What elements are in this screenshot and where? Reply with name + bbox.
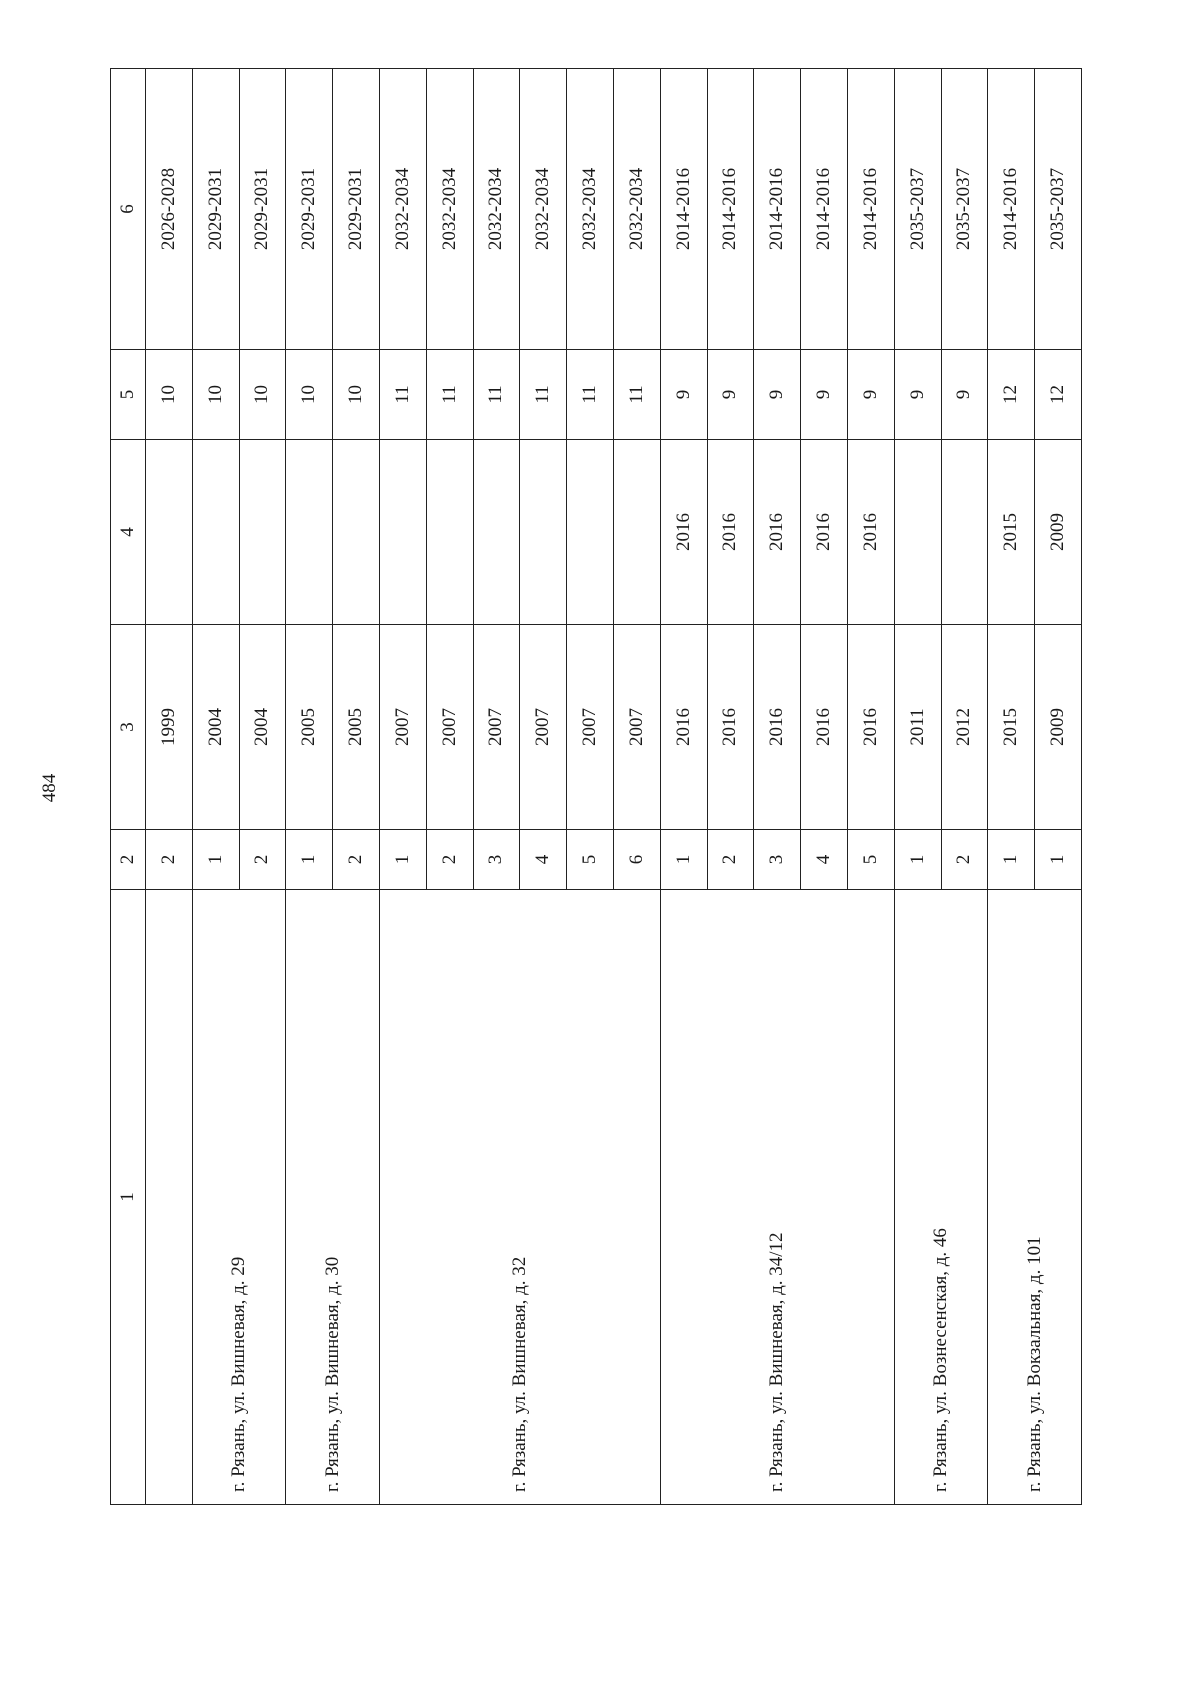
entrance-cell: 5: [847, 830, 894, 890]
period-cell: 2032-2034: [520, 69, 567, 350]
floors-cell: 10: [146, 350, 193, 440]
floors-cell: 11: [379, 350, 426, 440]
floors-cell: 9: [660, 350, 707, 440]
year-cell: 2016: [707, 625, 754, 830]
repair-year-cell: 2016: [660, 440, 707, 625]
entrance-cell: 1: [988, 830, 1035, 890]
year-cell: 2016: [754, 625, 801, 830]
floors-cell: 9: [941, 350, 988, 440]
data-table: [110, 68, 1082, 1505]
year-cell: 2015: [988, 625, 1035, 830]
repair-year-cell: [379, 440, 426, 625]
floors-cell: 12: [988, 350, 1035, 440]
repair-year-cell: 2016: [707, 440, 754, 625]
floors-cell: 11: [426, 350, 473, 440]
table-row: [660, 69, 707, 1505]
year-cell: 2007: [520, 625, 567, 830]
repair-year-cell: [567, 440, 614, 625]
address-cell: г. Рязань, ул. Вознесенская, д. 46: [894, 890, 988, 1505]
repair-year-cell: [894, 440, 941, 625]
address-cell: г. Рязань, ул. Вокзальная, д. 101: [988, 890, 1082, 1505]
address-cell: г. Рязань, ул. Вишневая, д. 30: [286, 890, 380, 1505]
period-cell: 2032-2034: [613, 69, 660, 350]
floors-cell: 11: [567, 350, 614, 440]
floors-cell: 9: [754, 350, 801, 440]
period-cell: 2014-2016: [801, 69, 848, 350]
repair-year-cell: 2016: [754, 440, 801, 625]
period-cell: 2029-2031: [286, 69, 333, 350]
entrance-cell: 1: [286, 830, 333, 890]
table-row: [988, 69, 1035, 1505]
period-cell: 2032-2034: [567, 69, 614, 350]
rotated-table-frame: [110, 69, 1080, 1505]
repair-year-cell: [520, 440, 567, 625]
address-cell: г. Рязань, ул. Вишневая, д. 29: [192, 890, 286, 1505]
year-cell: 2011: [894, 625, 941, 830]
entrance-cell: 1: [894, 830, 941, 890]
entrance-cell: 1: [379, 830, 426, 890]
period-cell: 2029-2031: [333, 69, 380, 350]
entrance-cell: 2: [333, 830, 380, 890]
address-cell: [146, 890, 193, 1505]
repair-year-cell: [286, 440, 333, 625]
period-cell: 2029-2031: [239, 69, 286, 350]
period-cell: 2035-2037: [894, 69, 941, 350]
entrance-cell: 4: [801, 830, 848, 890]
table-container: [110, 69, 1080, 1505]
floors-cell: 9: [894, 350, 941, 440]
repair-year-cell: [473, 440, 520, 625]
year-cell: 1999: [146, 625, 193, 830]
floors-cell: 10: [239, 350, 286, 440]
entrance-cell: 1: [660, 830, 707, 890]
repair-year-cell: [941, 440, 988, 625]
year-cell: 2007: [379, 625, 426, 830]
year-cell: 2007: [567, 625, 614, 830]
period-cell: 2032-2034: [426, 69, 473, 350]
table-row: [192, 69, 239, 1505]
floors-cell: 10: [333, 350, 380, 440]
repair-year-cell: [333, 440, 380, 625]
period-cell: 2035-2037: [1035, 69, 1082, 350]
year-cell: 2012: [941, 625, 988, 830]
header-cell-6: 6: [111, 69, 146, 350]
period-cell: 2014-2016: [988, 69, 1035, 350]
year-cell: 2007: [473, 625, 520, 830]
period-cell: 2026-2028: [146, 69, 193, 350]
year-cell: 2004: [192, 625, 239, 830]
repair-year-cell: 2009: [1035, 440, 1082, 625]
entrance-cell: 6: [613, 830, 660, 890]
period-cell: 2014-2016: [660, 69, 707, 350]
table-body: [111, 69, 1082, 1505]
year-cell: 2016: [847, 625, 894, 830]
year-cell: 2009: [1035, 625, 1082, 830]
year-cell: 2016: [801, 625, 848, 830]
period-cell: 2014-2016: [847, 69, 894, 350]
header-cell-3: 3: [111, 625, 146, 830]
header-row: [111, 69, 146, 1505]
period-cell: 2035-2037: [941, 69, 988, 350]
header-cell-4: 4: [111, 440, 146, 625]
period-cell: 2014-2016: [754, 69, 801, 350]
floors-cell: 11: [473, 350, 520, 440]
entrance-cell: 3: [473, 830, 520, 890]
table-row: [894, 69, 941, 1505]
repair-year-cell: [192, 440, 239, 625]
period-cell: 2014-2016: [707, 69, 754, 350]
entrance-cell: 2: [239, 830, 286, 890]
address-cell: г. Рязань, ул. Вишневая, д. 34/12: [660, 890, 894, 1505]
year-cell: 2016: [660, 625, 707, 830]
year-cell: 2005: [333, 625, 380, 830]
floors-cell: 10: [286, 350, 333, 440]
repair-year-cell: [146, 440, 193, 625]
header-cell-1: 1: [111, 890, 146, 1505]
year-cell: 2005: [286, 625, 333, 830]
address-cell: г. Рязань, ул. Вишневая, д. 32: [379, 890, 660, 1505]
entrance-cell: 4: [520, 830, 567, 890]
floors-cell: 10: [192, 350, 239, 440]
table-row: [286, 69, 333, 1505]
repair-year-cell: [239, 440, 286, 625]
repair-year-cell: 2015: [988, 440, 1035, 625]
table-row: [146, 69, 193, 1505]
entrance-cell: 2: [707, 830, 754, 890]
header-cell-2: 2: [111, 830, 146, 890]
floors-cell: 9: [801, 350, 848, 440]
year-cell: 2004: [239, 625, 286, 830]
entrance-cell: 2: [426, 830, 473, 890]
entrance-cell: 2: [146, 830, 193, 890]
period-cell: 2032-2034: [473, 69, 520, 350]
repair-year-cell: 2016: [847, 440, 894, 625]
repair-year-cell: [426, 440, 473, 625]
period-cell: 2029-2031: [192, 69, 239, 350]
header-cell-5: 5: [111, 350, 146, 440]
table-row: [379, 69, 426, 1505]
entrance-cell: 1: [192, 830, 239, 890]
floors-cell: 9: [847, 350, 894, 440]
floors-cell: 11: [520, 350, 567, 440]
repair-year-cell: 2016: [801, 440, 848, 625]
year-cell: 2007: [613, 625, 660, 830]
entrance-cell: 3: [754, 830, 801, 890]
floors-cell: 12: [1035, 350, 1082, 440]
entrance-cell: 2: [941, 830, 988, 890]
entrance-cell: 5: [567, 830, 614, 890]
period-cell: 2032-2034: [379, 69, 426, 350]
year-cell: 2007: [426, 625, 473, 830]
page-number: 484: [39, 773, 60, 803]
floors-cell: 11: [613, 350, 660, 440]
entrance-cell: 1: [1035, 830, 1082, 890]
floors-cell: 9: [707, 350, 754, 440]
repair-year-cell: [613, 440, 660, 625]
